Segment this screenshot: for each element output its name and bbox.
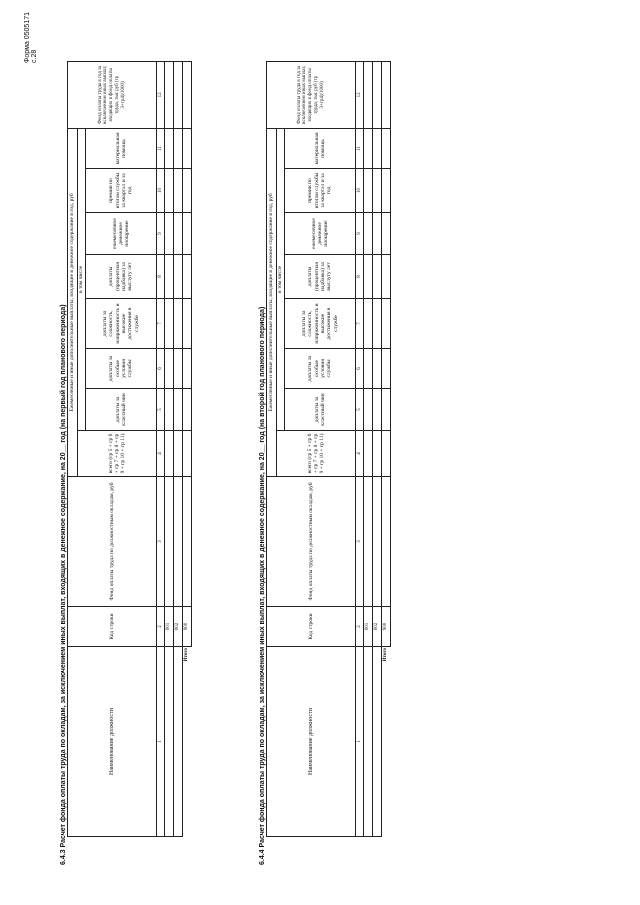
total-cell[interactable] <box>382 431 391 477</box>
row-code: 002 <box>174 607 183 647</box>
header-code: Код строки <box>267 607 356 647</box>
total-label: Итого <box>183 647 192 837</box>
data-cell[interactable] <box>165 389 174 431</box>
total-code: 900 <box>382 607 391 647</box>
total-cell[interactable] <box>382 255 391 299</box>
data-cell[interactable] <box>373 169 382 213</box>
total-cell[interactable] <box>183 431 192 477</box>
data-cell[interactable] <box>364 299 373 349</box>
header-col-8: доплаты (процентная надбавка) за выслугу лет <box>86 255 157 299</box>
header-col-7: доплаты за сложность, напряженность и высокие достижения в службе <box>285 299 356 349</box>
col-number: 11 <box>157 128 165 168</box>
header-col-8: доплаты (процентная надбавка) за выслугу лет <box>285 255 356 299</box>
total-cell[interactable] <box>382 477 391 607</box>
header-including: в том числе <box>277 128 285 430</box>
col-number: 7 <box>356 299 364 349</box>
payroll-table-first-year <box>67 61 192 837</box>
data-cell[interactable] <box>364 349 373 389</box>
row-code: 001 <box>364 607 373 647</box>
data-cell[interactable] <box>373 128 382 168</box>
header-col-12: Фонд оплаты труда в год за исключением иных выплат, входящих в фонд оплаты труда, тыс руб (гр 3+гр4)/1000) <box>68 61 157 128</box>
total-row <box>183 61 192 836</box>
header-position: Наименование должности <box>68 647 157 837</box>
header-col-9: ежемесячное денежное поощрение <box>86 213 157 255</box>
data-cell[interactable] <box>174 61 183 128</box>
header-monthly-group: Ежемесячные и иные дополнительные выплаты, входящие в денежное содержание в год, руб <box>68 128 78 476</box>
data-cell[interactable] <box>174 255 183 299</box>
col-number: 4 <box>356 431 364 477</box>
col-number: 10 <box>356 169 364 213</box>
header-col-5: доплаты за классный чин <box>86 389 157 431</box>
total-cell[interactable] <box>382 61 391 128</box>
col-number: 10 <box>157 169 165 213</box>
col-number: 7 <box>157 299 165 349</box>
total-cell[interactable] <box>183 169 192 213</box>
header-col-6: доплаты за особые условия службы <box>86 349 157 389</box>
total-cell[interactable] <box>382 389 391 431</box>
total-cell[interactable] <box>382 299 391 349</box>
position-cell[interactable] <box>364 647 373 837</box>
col-number: 3 <box>157 477 165 607</box>
data-cell[interactable] <box>364 389 373 431</box>
total-cell[interactable] <box>183 213 192 255</box>
data-cell[interactable] <box>165 299 174 349</box>
header-col-5: доплаты за классный чин <box>285 389 356 431</box>
data-cell[interactable] <box>373 477 382 607</box>
data-cell[interactable] <box>174 169 183 213</box>
data-cell[interactable] <box>364 128 373 168</box>
header-col-6: доплаты за особые условия службы <box>285 349 356 389</box>
data-cell[interactable] <box>174 431 183 477</box>
total-cell[interactable] <box>183 299 192 349</box>
header-total: всего (гр 5 + гр 6 + гр 7 + гр 8 + гр 9 + гр 10 + гр 11) <box>277 431 356 477</box>
data-cell[interactable] <box>174 299 183 349</box>
data-cell[interactable] <box>373 431 382 477</box>
header-col-9: ежемесячное денежное поощрение <box>285 213 356 255</box>
data-cell[interactable] <box>364 61 373 128</box>
total-cell[interactable] <box>183 349 192 389</box>
data-cell[interactable] <box>373 389 382 431</box>
header-col-11: материальная помощь <box>86 128 157 168</box>
section-title-6-4-3: 6.4.3 Расчет фонда оплаты труда по окладам, за исключением иных выплат, входящих в денежное содержание, на 20__ год (на первый год планового периода) <box>60 304 67 865</box>
col-number: 9 <box>356 213 364 255</box>
data-cell[interactable] <box>174 213 183 255</box>
header-col-7: доплаты за сложность, напряженность и высокие достижения в службе <box>86 299 157 349</box>
total-cell[interactable] <box>382 213 391 255</box>
header-position: Наименование должности <box>267 647 356 837</box>
header-code: Код строки <box>68 607 157 647</box>
data-cell[interactable] <box>373 349 382 389</box>
total-cell[interactable] <box>183 128 192 168</box>
data-cell[interactable] <box>364 213 373 255</box>
col-number: 3 <box>356 477 364 607</box>
row-code: 001 <box>165 607 174 647</box>
position-cell[interactable] <box>373 647 382 837</box>
data-cell[interactable] <box>165 213 174 255</box>
total-cell[interactable] <box>382 349 391 389</box>
payroll-table-second-year <box>266 61 391 837</box>
header-col-12: Фонд оплаты труда в год за исключением иных выплат, входящих в фонд оплаты труда, тыс руб (гр 3+гр4)/1000) <box>267 61 356 128</box>
header-monthly-group: Ежемесячные и иные дополнительные выплаты, входящие в денежное содержание в год, руб <box>267 128 277 476</box>
data-cell[interactable] <box>373 255 382 299</box>
col-number: 4 <box>157 431 165 477</box>
data-cell[interactable] <box>364 255 373 299</box>
col-number: 8 <box>157 255 165 299</box>
data-cell[interactable] <box>165 477 174 607</box>
header-col-10: премии по итогам службы за квартал и за год <box>86 169 157 213</box>
data-cell[interactable] <box>373 213 382 255</box>
col-number: 1 <box>157 647 165 837</box>
total-cell[interactable] <box>183 477 192 607</box>
row-code: 002 <box>373 607 382 647</box>
column-number-row <box>157 61 165 836</box>
data-cell[interactable] <box>174 349 183 389</box>
table-row <box>373 61 382 836</box>
column-number-row <box>356 61 364 836</box>
col-number: 6 <box>356 349 364 389</box>
data-cell[interactable] <box>174 477 183 607</box>
total-row <box>382 61 391 836</box>
data-cell[interactable] <box>364 169 373 213</box>
table-row <box>174 61 183 836</box>
header-fund: Фонд оплаты труда по должностным окладам, руб <box>267 477 356 607</box>
data-cell[interactable] <box>364 477 373 607</box>
col-number: 8 <box>356 255 364 299</box>
col-number: 9 <box>157 213 165 255</box>
col-number: 6 <box>157 349 165 389</box>
col-number: 2 <box>356 607 364 647</box>
data-cell[interactable] <box>165 349 174 389</box>
col-number: 5 <box>356 389 364 431</box>
col-number: 12 <box>157 61 165 128</box>
total-cell[interactable] <box>382 128 391 168</box>
position-cell[interactable] <box>165 647 174 837</box>
table-row <box>364 61 373 836</box>
total-label: Итого <box>382 647 391 837</box>
data-cell[interactable] <box>165 61 174 128</box>
col-number: 12 <box>356 61 364 128</box>
data-cell[interactable] <box>373 299 382 349</box>
table-row <box>165 61 174 836</box>
position-cell[interactable] <box>174 647 183 837</box>
data-cell[interactable] <box>165 169 174 213</box>
col-number: 11 <box>356 128 364 168</box>
data-cell[interactable] <box>373 61 382 128</box>
header-fund: Фонд оплаты труда по должностным окладам, руб <box>68 477 157 607</box>
header-including: в том числе <box>78 128 86 430</box>
col-number: 2 <box>157 607 165 647</box>
section-title-6-4-4: 6.4.4 Расчет фонда оплаты труда по окладам, за исключением иных выплат, входящих в денежное содержание, на 20__ год (на второй год планового периода) <box>259 306 266 865</box>
header-col-10: премии по итогам службы за квартал и за год <box>285 169 356 213</box>
total-code: 900 <box>183 607 192 647</box>
total-cell[interactable] <box>183 61 192 128</box>
col-number: 5 <box>157 389 165 431</box>
header-total: всего (гр 5 + гр 6 + гр 7 + гр 8 + гр 9 + гр 10 + гр 11) <box>78 431 157 477</box>
data-cell[interactable] <box>165 128 174 168</box>
total-cell[interactable] <box>183 389 192 431</box>
data-cell[interactable] <box>174 128 183 168</box>
data-cell[interactable] <box>174 389 183 431</box>
form-number: Форма 0505171 с.28 <box>24 11 38 63</box>
total-cell[interactable] <box>183 255 192 299</box>
data-cell[interactable] <box>364 431 373 477</box>
data-cell[interactable] <box>165 431 174 477</box>
col-number: 1 <box>356 647 364 837</box>
total-cell[interactable] <box>382 169 391 213</box>
header-col-11: материальная помощь <box>285 128 356 168</box>
data-cell[interactable] <box>165 255 174 299</box>
